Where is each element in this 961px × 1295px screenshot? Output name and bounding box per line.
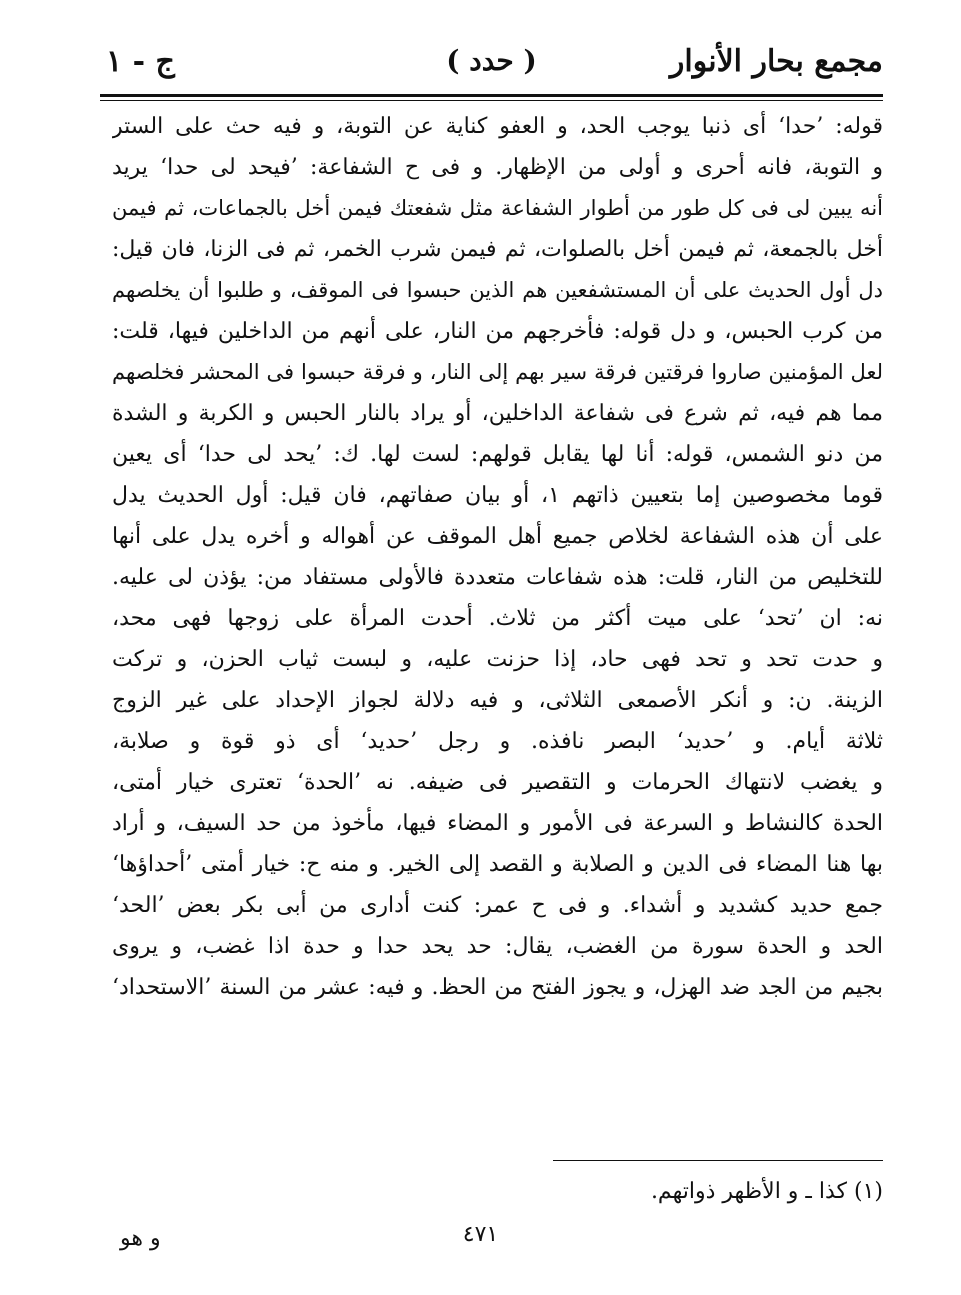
- text-line: من دنو الشمس، قوله: أنا لها يقابل قولهم: لست لها. ك: ’يحد لى حدا‘ أى يعين: [112, 442, 883, 467]
- header-rule-thick: [100, 94, 883, 97]
- text-line: أنه يبين لى فى كل طور من أطوار الشفاعة مثل شفعتك فيمن أخل بالجماعات، ثم فيمن: [112, 196, 883, 220]
- entry-title: ( حدد ): [446, 44, 537, 77]
- text-line: الحد و الحدة سورة من الغضب، يقال: حد يحد حدا و حدة اذا غضب، و يروى: [112, 934, 883, 959]
- book-title: مجمع بحار الأنوار: [669, 44, 883, 79]
- footnote: (١) كذا ـ و الأظهر ذواتهم.: [650, 1179, 883, 1204]
- text-line: نه: ان ’تحد‘ على ميت أكثر من ثلاث. أحدت المرأة على زوجها فهى محد،: [112, 606, 883, 631]
- footnote-rule: [553, 1160, 883, 1161]
- text-line: من كرب الحبس، و دل قوله: فأخرجهم من النار، على أنهم من الداخلين فيها، قلت:: [112, 319, 883, 344]
- text-line: دل أول الحديث على أن المستشفعين هم الذين حبسوا فى الموقف، و طلبوا أن يخلصهم: [112, 278, 883, 302]
- text-line: الزينة. ن: و أنكر الأصمعى الثلاثى، و فيه دلالة لجواز الإحداد على غير الزوج: [112, 688, 883, 713]
- text-line: قوله: ’حدا‘ أى ذنبا يوجب الحد، و العفو كناية عن التوبة، و فيه حث على الستر: [112, 114, 883, 139]
- text-line: بجيم من الجد ضد الهزل، و يجوز الفتح من الحظ. و فيه: عشر من السنة ’الاستحداد‘: [112, 975, 883, 1000]
- text-line: أخل بالجمعة، ثم فيمن أخل بالصلوات، ثم فيمن شرب الخمر، ثم فى الزنا، فان قيل:: [112, 237, 883, 262]
- page-number: ٤٧١: [462, 1222, 499, 1247]
- text-line: الحدة كالنشاط و السرعة فى الأمور و المضاء فيها، مأخوذ من حد السيف، و أراد: [112, 811, 883, 836]
- running-header: [100, 38, 883, 90]
- text-line: بها هنا المضاء فى الدين و الصلابة و القصد إلى الخير. و منه ح: خيار أمتى ’أحداؤها‘: [112, 852, 883, 877]
- text-line: لعل المؤمنين صاروا فرقتين فرقة سير بهم إلى النار، و فرقة حبسوا فى المحشر فخلصهم: [112, 360, 883, 384]
- text-line: ثلاثة أيام. و ’حديد‘ البصر نافذه. و رجل ’حديد‘ أى ذو قوة و صلابة،: [112, 729, 883, 754]
- text-line: و يغضب لانتهاك الحرمات و التقصير فى ضيفه. نه ’الحدة‘ تعترى خيار أمتى،: [112, 770, 883, 795]
- catchword: و هو: [120, 1226, 161, 1251]
- text-line: على أن هذه الشفاعة لخلاص جميع أهل الموقف عن أهواله و أخره يدل على أنها: [112, 524, 883, 549]
- text-line: للتخليص من النار، قلت: هذه شفاعات متعددة فالأولى مستفاد من: يؤذن لى عليه.: [112, 565, 883, 590]
- volume-number: ج - ١: [106, 44, 175, 79]
- text-line: مما هم فيه، ثم شرع فى شفاعة الداخلين، أو يراد بالنار الحبس و الكربة و الشدة: [112, 401, 883, 426]
- text-line: جمع حديد كشديد و أشداء. و فى ح عمر: كنت أدارى من أبى بكر بعض ’الحد‘: [112, 893, 883, 918]
- header-rule-thin: [100, 100, 883, 101]
- text-line: و التوبة، فانه أحرى و أولى من الإظهار. و فى ح الشفاعة: ’فيحد لى حدا‘ يريد: [112, 155, 883, 180]
- text-line: قوما مخصوصين إما بتعيين ذاتهم ١، أو بيان صفاتهم، فان قيل: أول الحديث يدل: [112, 483, 883, 508]
- body-text: [112, 106, 883, 1008]
- text-line: و حدت تحد و تحد فهى حاد، إذا حزنت عليه، و لبست ثياب الحزن، و تركت: [112, 647, 883, 672]
